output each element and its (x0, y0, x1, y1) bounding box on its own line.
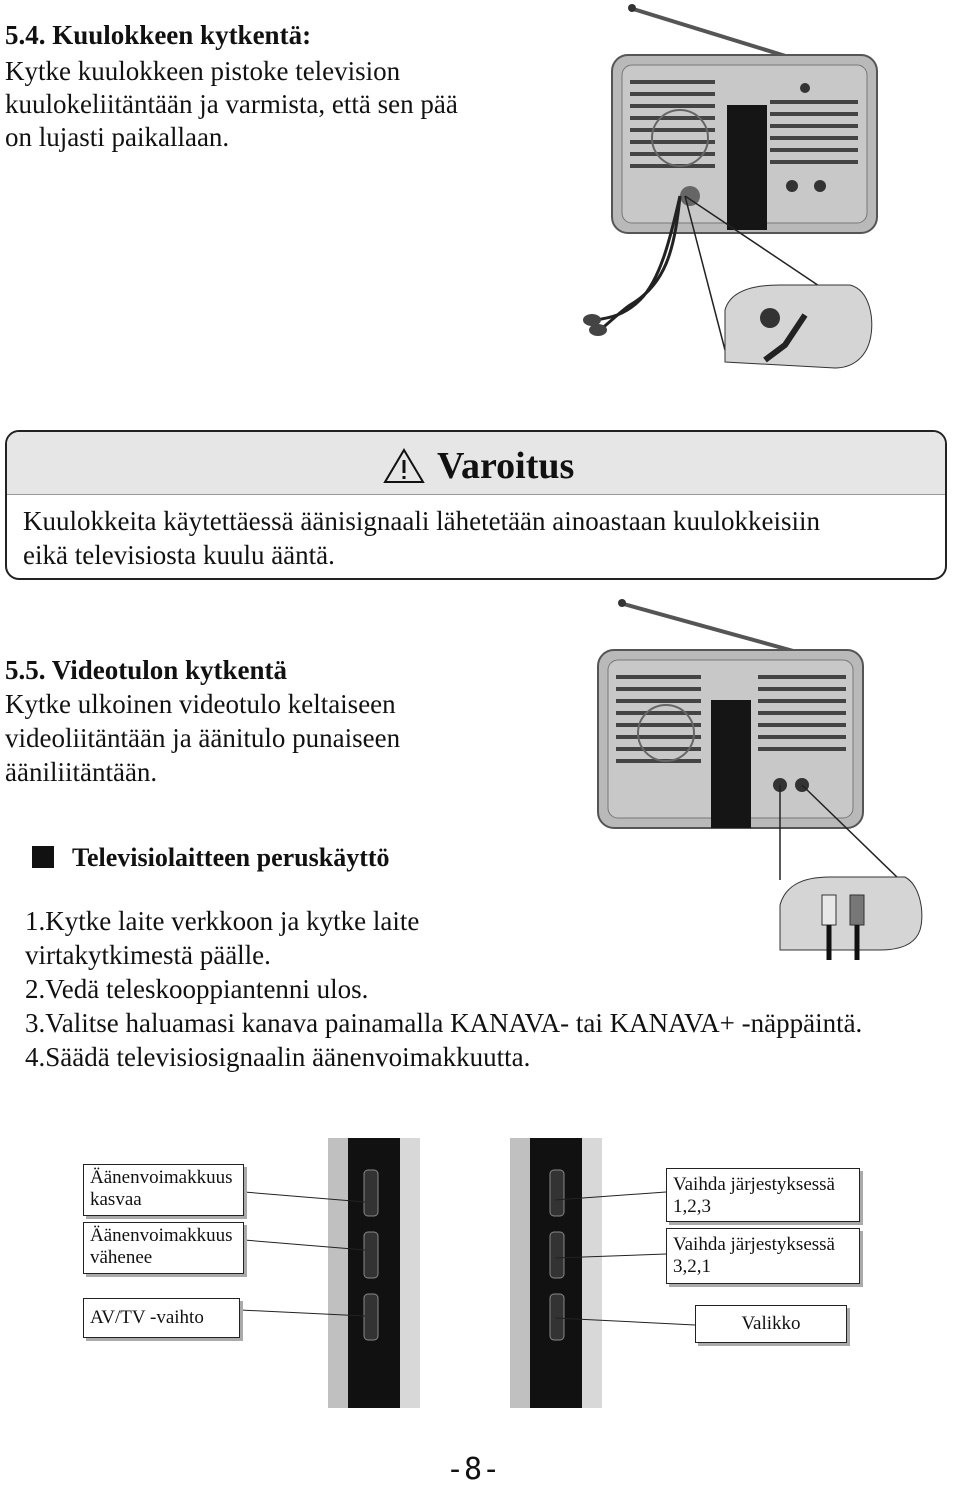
step-1b: virtakytkimestä päälle. (25, 940, 271, 970)
warning-line-1: Kuulokkeita käytettäessä äänisignaali lähetetään ainoastaan kuulokkeisiin (23, 506, 820, 536)
step-2: 2.Vedä teleskooppiantenni ulos. (25, 974, 369, 1004)
warning-title: Varoitus (437, 445, 575, 487)
warning-header (7, 432, 945, 495)
section-bullet-icon (32, 846, 54, 868)
label-volume-down-line-2: vähenee (90, 1247, 153, 1268)
label-order-123 (666, 1168, 860, 1222)
section-54-line-2: kuulokeliitäntään ja varmista, että sen pää (5, 89, 458, 119)
section-55-title: 5.5. Videotulon kytkentä (5, 655, 288, 685)
warning-text (23, 504, 933, 572)
label-order-321 (666, 1228, 860, 1284)
section-55-line-2: videoliitäntään ja äänitulo punaiseen (5, 723, 401, 753)
label-volume-up-line-2: kasvaa (90, 1189, 142, 1210)
label-order-123-line-2: 1,2,3 (673, 1196, 711, 1217)
label-volume-up-line-1: Äänenvoimakkuus (90, 1167, 233, 1188)
step-1a: 1.Kytke laite verkkoon ja kytke laite (25, 906, 420, 936)
label-volume-down (83, 1222, 244, 1274)
label-order-123-line-1: Vaihda järjestyksessä (673, 1174, 835, 1195)
step-3: 3.Valitse haluamasi kanava painamalla KANAVA- tai KANAVA+ -näppäintä. (25, 1008, 863, 1038)
label-menu: Valikko (695, 1305, 847, 1343)
tv-headphone-illustration (570, 0, 890, 380)
page-number: -8- (446, 1452, 501, 1487)
warning-line-2: eikä televisiosta kuulu ääntä. (23, 540, 335, 570)
label-volume-up (83, 1164, 244, 1216)
warning-triangle-icon (383, 448, 425, 484)
basic-use-heading: Televisiolaitteen peruskäyttö (72, 843, 390, 872)
section-55-line-3: ääniliitäntään. (5, 757, 158, 787)
section-54-line-1: Kytke kuulokkeen pistoke television (5, 56, 401, 86)
label-order-321-line-2: 3,2,1 (673, 1256, 711, 1277)
section-54-title: 5.4. Kuulokkeen kytkentä: (5, 20, 312, 50)
warning-box (5, 430, 947, 580)
step-4: 4.Säädä televisiosignaalin äänenvoimakkuutta. (25, 1042, 531, 1072)
section-55-line-1: Kytke ulkoinen videotulo keltaiseen (5, 689, 396, 719)
label-av-tv: AV/TV -vaihto (83, 1298, 240, 1338)
label-order-321-line-1: Vaihda järjestyksessä (673, 1234, 835, 1255)
label-volume-down-line-1: Äänenvoimakkuus (90, 1225, 233, 1246)
tv-video-input-illustration (580, 595, 930, 965)
section-54-line-3: on lujasti paikallaan. (5, 122, 230, 152)
